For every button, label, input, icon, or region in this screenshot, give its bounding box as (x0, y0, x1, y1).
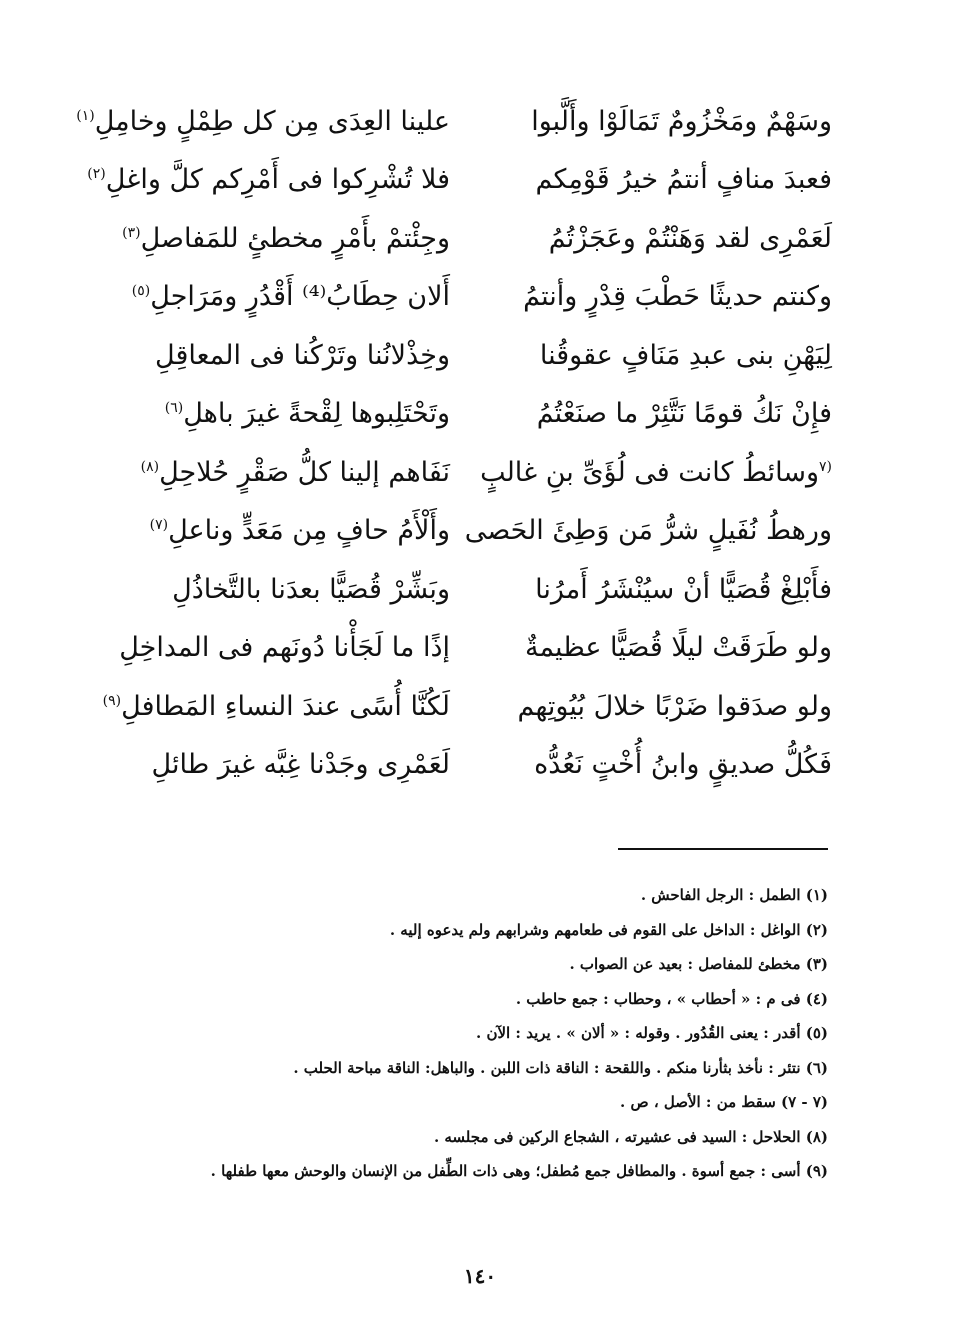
first-hemistich: فَكُلُّ صديقٍ وابنُ أُخْتٍ نَعُدُّه (534, 749, 832, 781)
footnote: (١) الطمل : الرجل الفاحش . (640, 886, 828, 904)
first-hemistich: فأَبْلِغْ قُصَيًّا أنْ سيُنْشَرُ أَمرُنا (535, 573, 832, 605)
footnote: (٤) فى م : « أحطاب » ، وحطاب : جمع حاطب . (515, 989, 828, 1008)
verse (120, 736, 832, 795)
footnote-ref: (٦) (164, 400, 184, 417)
second-hemistich: أَلان حِطَابُ⁽⁴⁾ أَقْدُرٍ ومَرَاجلِ$^{(٥)}$ (131, 281, 450, 313)
footnotes (100, 878, 828, 1189)
verse (120, 443, 832, 502)
second-hemistich: إذًا ما لَجَأْنا دُونَهم فى المداخِلِ (119, 632, 450, 664)
second-hemistich: فلا تُشْرِكوا فى أَمْرِكم كلَّ واغلِ$^{(٢)}$ (87, 164, 450, 196)
first-hemistich: $^{(٧}$وسائطُ كانت فى لُؤَىِّ بنِ غالبٍ (480, 456, 832, 488)
footnote-ref: (٨) (140, 458, 160, 475)
second-hemistich: وتَحْتَلِبوها لِقْحةً غيرَ باهلِ$^{(٦)}$ (164, 398, 450, 430)
footnote: (٩) أسى : جمع أسوة . والمطافل جمع مُطفل؛ وهى ذات الطِّفل من الإنسان والوحش معها طفلها . (210, 1162, 828, 1180)
first-hemistich: لِيَهْنِ بنى عبدِ مَنَافٍ عقوقُنا (539, 339, 832, 371)
poem (76, 92, 832, 794)
first-hemistich: وسَهْمٌ ومَخْزُومٌ تَمَالَوْا وأَلَّبوا (531, 105, 832, 137)
footnote: (٧ - ٧) سقط من : الأصل ، ص . (620, 1093, 828, 1111)
verse (102, 677, 832, 736)
verse (87, 151, 832, 210)
second-hemistich: وخِذْلانُنا وتَرْكُنا فى المعاقِلِ (155, 339, 450, 371)
footnote: (٨) الحلاحل : السيد فى عشيرته ، الشجاع الركين فى مجلسه . (433, 1127, 828, 1146)
verse (120, 385, 832, 444)
footnote-ref: (٥) (131, 283, 151, 300)
footnote: (٥) أقدر : يعنى القُدُور . وقوله : « ألان » . يريد : الآن . (476, 1024, 828, 1042)
first-hemistich: ولو طَرَقَتْ ليلًا قُصَيًّا عظيمةٌ (524, 632, 832, 664)
footnote-ref: (١) (76, 107, 95, 124)
verse (120, 619, 832, 678)
second-hemistich: وجِئْتمْ بأَمْرٍ مخطئٍ للمَفاصلِ$^{(٣)}$ (122, 222, 450, 254)
verse (120, 326, 832, 385)
footnote-ref: (٣) (122, 224, 141, 241)
page-number: ١٤٠ (463, 1264, 497, 1288)
second-hemistich: نَفَاهم إلينا كلُّ صَقْرٍ حُلاحِلِ$^{(٨)}$ (140, 456, 450, 488)
footnote-ref: (٧ (819, 458, 832, 475)
verse (120, 209, 832, 268)
second-hemistich: علينا العِدَى مِن كل طِمْلٍ وخامِلِ$^{(١)}$ (76, 105, 450, 137)
second-hemistich: وبَشِّرْ قُصَيًّا بعدَنا بالتَّخاذُلِ (172, 573, 450, 605)
verse (120, 502, 832, 561)
first-hemistich: فإِنْ نَكُ قومًا نَتَّئِرْ ما صنَعْتُمُ (536, 398, 832, 430)
footnote: (٢) الواغل : الداخل على القوم فى طعامهم وشرابهم ولم يدعوه إليه . (389, 920, 828, 939)
footnote: (٦) نتئر : نأخذ بثأرنا منكم . واللقحة : الناقة ذات اللبن . والباهل: الناقة مباحة الحلب . (293, 1058, 828, 1077)
first-hemistich: فعبدَ منافٍ أنتمُ خيرُ قَوْمِكم (535, 164, 832, 196)
footnote-divider (618, 848, 828, 850)
first-hemistich: ولو صدَقوا ضَرْبًا خلالَ بُيُوتِهم (517, 690, 832, 722)
second-hemistich: لَعَمْرِى وجَدْنا غِبَّه غيرَ طائلِ (151, 749, 450, 781)
verse (120, 268, 832, 327)
footnote-ref: (٧) (149, 517, 169, 534)
verse (120, 560, 832, 619)
footnote: (٣) مخطئ للمفاصل : بعيد عن الصواب . (569, 955, 828, 973)
first-hemistich: لَعَمْرِى لقد وَهَنْتُمْ وعَجَزْتُمُ (548, 222, 832, 254)
first-hemistich: وكنتم حديثًا حَطْبَ قِدْرٍ وأنتمُ (523, 281, 832, 313)
verse (76, 92, 832, 151)
first-hemistich: ورهطُ نُفَيلٍ شرُّ مَن وَطِئَ الحَصى (464, 515, 832, 547)
footnote-ref: (٢) (87, 166, 106, 183)
footnote-ref: (٩) (102, 692, 122, 709)
second-hemistich: وأَلْأَمُ حافٍ مِن مَعَدٍّ وناعلِ$^{(٧)}$ (149, 515, 450, 547)
second-hemistich: لَكُنَّا أُسًى عندَ النساءِ المَطافلِ$^{(٩)}$ (102, 690, 450, 722)
